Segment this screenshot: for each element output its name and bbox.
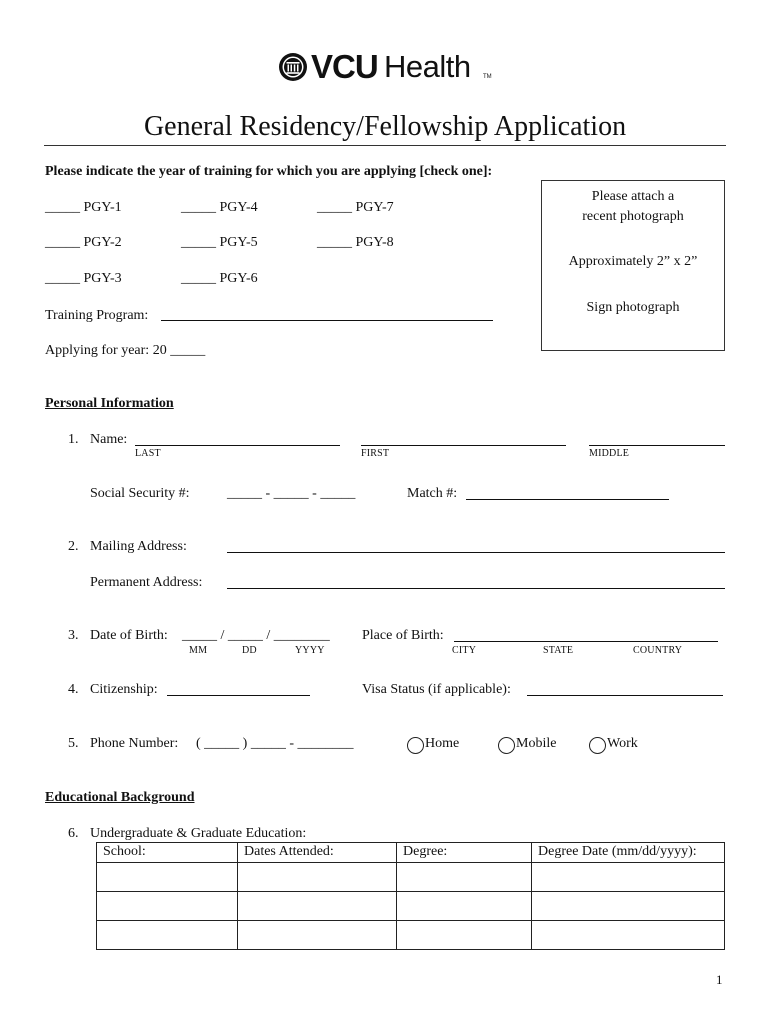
photo-instruction-line1: Please attach a bbox=[591, 189, 675, 204]
dob-field[interactable]: _____ / _____ / ________ bbox=[182, 628, 330, 643]
page-title: General Residency/Fellowship Application bbox=[143, 111, 627, 142]
pob-field[interactable] bbox=[454, 641, 718, 642]
school-cell[interactable] bbox=[97, 863, 238, 892]
degree-date-cell[interactable] bbox=[532, 921, 725, 950]
pgy-label: PGY-4 bbox=[219, 200, 258, 215]
pgy-label: PGY-1 bbox=[83, 200, 122, 215]
phone-work-label: Work bbox=[607, 736, 638, 751]
table-row bbox=[97, 863, 725, 892]
vcu-seal-icon bbox=[278, 52, 308, 82]
pob-city-caption: CITY bbox=[452, 645, 477, 656]
dates-cell[interactable] bbox=[238, 892, 397, 921]
applying-year-field[interactable]: _____ bbox=[170, 343, 206, 358]
header-dates-text: Dates Attended: bbox=[244, 844, 334, 859]
pgy-blank: _____ bbox=[317, 235, 352, 250]
degree-cell[interactable] bbox=[397, 921, 532, 950]
phone-home-radio[interactable] bbox=[407, 737, 424, 754]
pgy-blank: _____ bbox=[45, 200, 80, 215]
pgy-1-option[interactable] bbox=[45, 200, 122, 216]
match-label: Match #: bbox=[407, 486, 458, 501]
pob-state-caption: STATE bbox=[543, 645, 574, 656]
phone-field[interactable]: ( _____ ) _____ - ________ bbox=[196, 736, 354, 751]
phone-home-label: Home bbox=[425, 736, 460, 751]
school-cell[interactable] bbox=[97, 892, 238, 921]
mailing-address-field[interactable] bbox=[227, 552, 725, 553]
dates-cell[interactable] bbox=[238, 863, 397, 892]
citizenship-label: Citizenship: bbox=[90, 682, 158, 697]
pob-country-caption: COUNTRY bbox=[633, 645, 683, 656]
table-row bbox=[97, 892, 725, 921]
last-name-field[interactable] bbox=[135, 445, 340, 446]
pgy-blank: _____ bbox=[181, 200, 216, 215]
permanent-address-field[interactable] bbox=[227, 588, 725, 589]
education-item-label: Undergraduate & Graduate Education: bbox=[90, 826, 307, 841]
school-cell[interactable] bbox=[97, 921, 238, 950]
degree-cell[interactable] bbox=[397, 892, 532, 921]
item-number-1: 1. bbox=[68, 432, 79, 447]
pgy-blank: _____ bbox=[181, 235, 216, 250]
ssn-field[interactable]: _____ - _____ - _____ bbox=[227, 486, 356, 501]
middle-name-field[interactable] bbox=[589, 445, 725, 446]
pgy-2-option[interactable] bbox=[45, 235, 122, 251]
logo-health-text: Health bbox=[384, 49, 471, 84]
training-year-prompt: Please indicate the year of training for which you are applying [check one]: bbox=[45, 164, 493, 179]
item-number-4: 4. bbox=[68, 682, 79, 697]
match-field[interactable] bbox=[466, 499, 669, 500]
pgy-7-option[interactable] bbox=[317, 200, 394, 216]
first-name-field[interactable] bbox=[361, 445, 566, 446]
degree-cell[interactable] bbox=[397, 863, 532, 892]
education-table bbox=[96, 842, 725, 950]
dates-cell[interactable] bbox=[238, 921, 397, 950]
pgy-label: PGY-6 bbox=[219, 271, 258, 286]
citizenship-field[interactable] bbox=[167, 695, 310, 696]
phone-mobile-label: Mobile bbox=[516, 736, 557, 751]
pgy-blank: _____ bbox=[45, 271, 80, 286]
training-program-field[interactable] bbox=[161, 320, 493, 321]
pgy-blank: _____ bbox=[181, 271, 216, 286]
applying-year-text: Applying for year: 20 bbox=[45, 343, 167, 358]
applying-year-label bbox=[45, 343, 205, 359]
training-program-label: Training Program: bbox=[45, 308, 149, 323]
mailing-address-label: Mailing Address: bbox=[90, 539, 187, 554]
name-label: Name: bbox=[90, 432, 128, 447]
degree-date-cell[interactable] bbox=[532, 892, 725, 921]
table-row bbox=[97, 921, 725, 950]
dob-yyyy-caption: YYYY bbox=[295, 645, 325, 656]
pgy-6-option[interactable] bbox=[181, 271, 258, 287]
item-number-5: 5. bbox=[68, 736, 79, 751]
pgy-blank: _____ bbox=[317, 200, 352, 215]
page-number: 1 bbox=[716, 972, 723, 987]
logo-vcu-text: VCU bbox=[311, 48, 378, 85]
header-degree bbox=[397, 843, 532, 863]
pgy-label: PGY-5 bbox=[219, 235, 258, 250]
pgy-3-option[interactable] bbox=[45, 271, 122, 287]
header-degree-text: Degree: bbox=[403, 844, 448, 859]
title-divider bbox=[44, 145, 726, 146]
pgy-8-option[interactable] bbox=[317, 235, 394, 251]
permanent-address-label: Permanent Address: bbox=[90, 575, 203, 590]
item-number-2: 2. bbox=[68, 539, 79, 554]
dob-dd-caption: DD bbox=[242, 645, 257, 656]
personal-info-heading: Personal Information bbox=[45, 396, 174, 411]
education-table-header bbox=[97, 843, 725, 863]
header-degree-date-text: Degree Date (mm/dd/yyyy): bbox=[538, 844, 697, 859]
ssn-label: Social Security #: bbox=[90, 486, 190, 501]
first-name-caption: FIRST bbox=[361, 448, 390, 459]
pgy-blank: _____ bbox=[45, 235, 80, 250]
header-school-text: School: bbox=[103, 844, 146, 859]
education-heading: Educational Background bbox=[45, 790, 195, 805]
middle-name-caption: MIDDLE bbox=[589, 448, 630, 459]
phone-mobile-radio[interactable] bbox=[498, 737, 515, 754]
photo-instruction-line2: recent photograph bbox=[582, 209, 684, 224]
header-degree-date bbox=[532, 843, 725, 863]
photo-size-note: Approximately 2” x 2” bbox=[568, 254, 698, 269]
pgy-4-option[interactable] bbox=[181, 200, 258, 216]
photo-sign-note: Sign photograph bbox=[586, 300, 680, 315]
pgy-label: PGY-2 bbox=[83, 235, 122, 250]
phone-label: Phone Number: bbox=[90, 736, 179, 751]
visa-status-label: Visa Status (if applicable): bbox=[362, 682, 511, 697]
header-school bbox=[97, 843, 238, 863]
header-dates bbox=[238, 843, 397, 863]
pgy-5-option[interactable] bbox=[181, 235, 258, 251]
dob-mm-caption: MM bbox=[189, 645, 208, 656]
item-number-3: 3. bbox=[68, 628, 79, 643]
pgy-label: PGY-8 bbox=[355, 235, 394, 250]
phone-work-radio[interactable] bbox=[589, 737, 606, 754]
dob-label: Date of Birth: bbox=[90, 628, 168, 643]
visa-status-field[interactable] bbox=[527, 695, 723, 696]
pgy-label: PGY-3 bbox=[83, 271, 122, 286]
degree-date-cell[interactable] bbox=[532, 863, 725, 892]
item-number-6: 6. bbox=[68, 826, 79, 841]
pgy-label: PGY-7 bbox=[355, 200, 394, 215]
last-name-caption: LAST bbox=[135, 448, 161, 459]
logo-trademark: TM bbox=[483, 74, 492, 80]
photo-attachment-box[interactable] bbox=[541, 180, 725, 351]
pob-label: Place of Birth: bbox=[362, 628, 444, 643]
